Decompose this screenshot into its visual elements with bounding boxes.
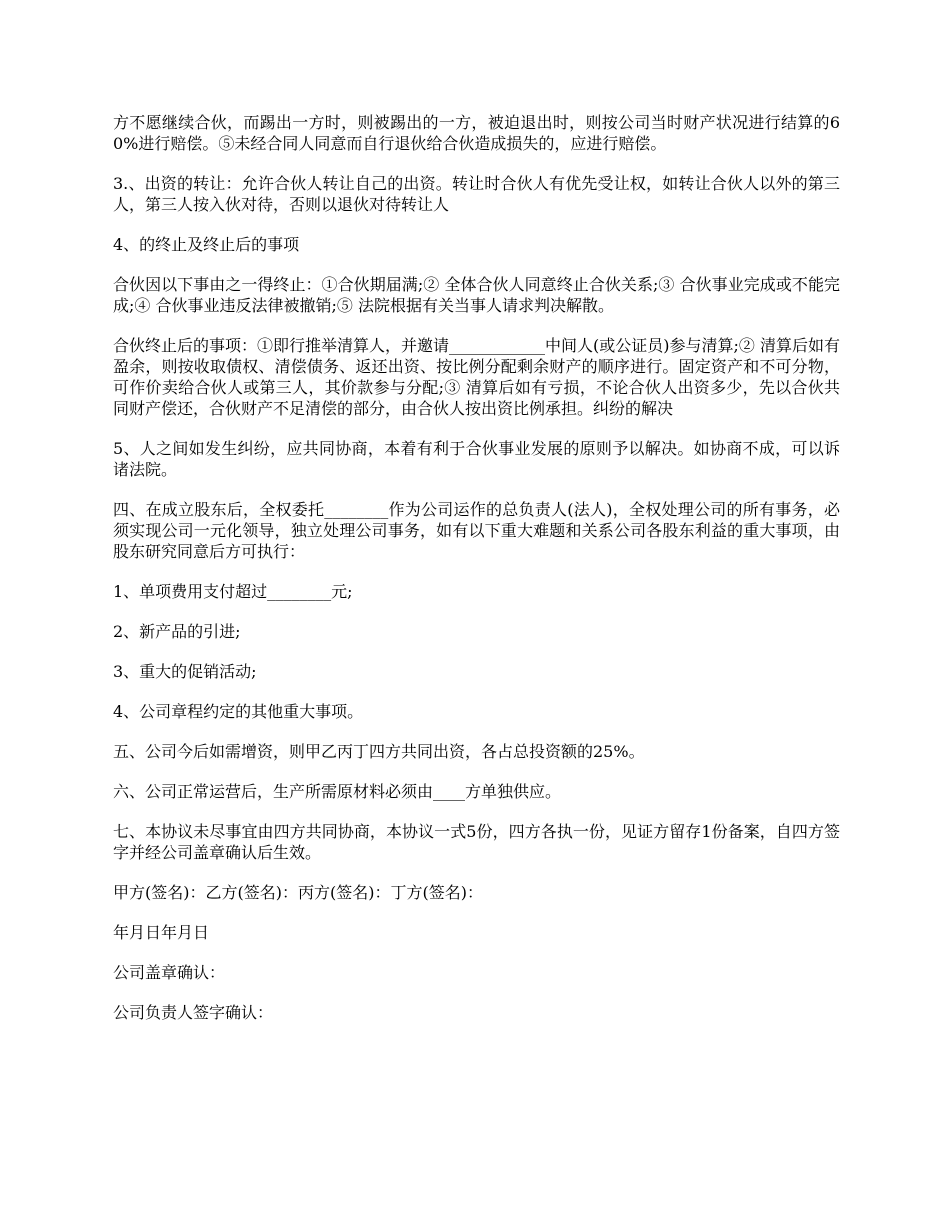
document-page (113, 112, 840, 1042)
list-item-other-matters: 4、公司章程约定的其他重大事项。 (113, 702, 364, 721)
paragraph-partner-expulsion-compensation: 方不愿继续合伙，而踢出一方时，则被踢出的一方，被迫退出时，则按公司当时财产状况进行结算的60%进行赔偿。⑤未经合同人同意而自行退伙给合伙造成损失的，应进行赔偿。 (113, 113, 840, 153)
paragraph-section-four-delegation: 四、在成立股东后，全权委托________作为公司运作的总负责人(法人)，全权处理公司的所有事务，必须实现公司一元化领导，独立处理公司事务，如有以下重大难题和关系公司各股东利益的重大事项，由股东研究同意后方可执行： (113, 500, 840, 561)
paragraph-section-six-supply: 六、公司正常运营后，生产所需原材料必须由____方单独供应。 (113, 782, 562, 801)
paragraph-capital-transfer: 3.、出资的转让：允许合伙人转让自己的出资。转让时合伙人有优先受让权，如转让合伙人以外的第三人，第三人按入伙对待，否则以退伙对待转让人 (113, 174, 840, 214)
paragraph-termination-heading: 4、的终止及终止后的事项 (113, 235, 300, 254)
signature-date-line: 年月日年月日 (113, 923, 210, 942)
list-item-promotions: 3、重大的促销活动; (113, 662, 257, 681)
paragraph-termination-causes: 合伙因以下事由之一得终止：①合伙期届满;② 全体合伙人同意终止合伙关系;③ 合伙事业完成或不能完成;④ 合伙事业违反法律被撤销;⑤ 法院根据有关当事人请求判决解散。 (113, 275, 840, 315)
company-seal-confirmation: 公司盖章确认： (113, 963, 226, 982)
paragraph-dispute-resolution: 5、人之间如发生纠纷，应共同协商，本着有利于合伙事业发展的原则予以解决。如协商不成，可以诉诸法院。 (113, 439, 840, 479)
company-head-signature-confirmation: 公司负责人签字确认： (113, 1003, 274, 1022)
list-item-expense-limit: 1、单项费用支付超过________元; (113, 582, 353, 601)
list-item-new-products: 2、新产品的引进; (113, 622, 241, 641)
paragraph-post-termination-matters: 合伙终止后的事项：①即行推举清算人，并邀请____________中间人(或公证员)参与清算;② 清算后如有盈余，则按收取债权、清偿债务、返还出资、按比例分配剩余财产的顺序进行。固定资产和不可分物，可作价卖给合伙人或第三人，其价款参与分配;③ 清算后如有亏损，不论合伙人出资多少，先以合伙共同财产偿还，合伙财产不足清偿的部分，由合伙人按出资比例承担。纠纷的解决 (113, 336, 840, 418)
signature-line-parties: 甲方(签名)：乙方(签名)：丙方(签名)：丁方(签名)： (113, 883, 483, 902)
paragraph-section-five-capital-increase: 五、公司今后如需增资，则甲乙丙丁四方共同出资，各占总投资额的25%。 (113, 742, 645, 761)
paragraph-section-seven-effectiveness: 七、本协议未尽事宜由四方共同协商，本协议一式5份，四方各执一份，见证方留存1份备案，自四方签字并经公司盖章确认后生效。 (113, 822, 840, 862)
